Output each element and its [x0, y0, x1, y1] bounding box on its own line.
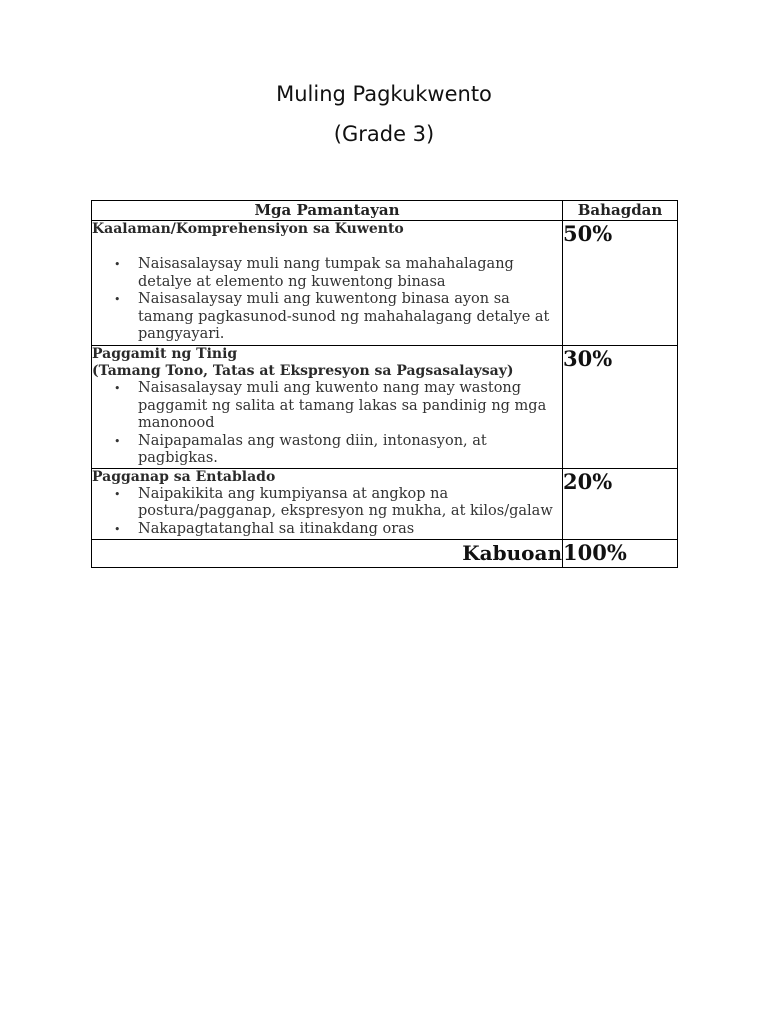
list-item-text: Nakapagtatanghal sa itinakdang oras [138, 520, 415, 537]
list-item-text: Naisasalaysay muli ang kuwento nang may wastong paggamit ng salita at tamang lakas sa pandinig ng mga manonood [138, 380, 547, 431]
spacer [92, 238, 562, 256]
total-label: Kabuoan [92, 539, 563, 567]
list-item [114, 432, 562, 468]
criteria-cell [92, 468, 563, 539]
list-item-text: Naipakikita ang kumpiyansa at angkop na postura/pagganap, ekspresyon ng mukha, at kilos/galaw [138, 485, 553, 519]
document-header [0, 76, 768, 156]
table-row [92, 468, 678, 539]
list-item-text: Naisasalaysay muli ang kuwentong binasa ayon sa tamang pagkasunod-sunod ng mahahalagang detalye at pangyayari. [138, 291, 550, 342]
table-header-row [92, 201, 678, 221]
list-item [114, 291, 562, 344]
bullet-icon: • [114, 258, 121, 271]
bullet-icon: • [114, 522, 121, 536]
criteria-cell [92, 221, 563, 346]
criteria-cell [92, 346, 563, 469]
bullet-icon: • [114, 382, 121, 395]
bullet-icon: • [114, 434, 121, 448]
criteria-list [92, 380, 562, 468]
total-percentage: 100% [563, 539, 678, 567]
list-item [114, 256, 562, 291]
table-row [92, 221, 678, 346]
criteria-list [92, 486, 562, 539]
list-item [114, 380, 562, 433]
criteria-subtitle: (Tamang Tono, Tatas at Ekspresyon sa Pagsasalaysay) [92, 363, 514, 379]
list-item [114, 485, 562, 521]
criteria-title: Kaalaman/Komprehensiyon sa Kuwento [92, 221, 404, 237]
criteria-title: Pagganap sa Entablado [92, 468, 276, 485]
list-item-text: Naipapamalas ang wastong diin, intonasyon, at pagbigkas. [138, 432, 487, 466]
percentage-column-header: Bahagdan [563, 201, 678, 221]
bullet-icon: • [114, 293, 121, 306]
list-item-text: Naisasalaysay muli nang tumpak sa mahahalagang detalye at elemento ng kuwentong binasa [138, 256, 514, 290]
percentage-cell: 50% [563, 221, 678, 346]
total-row [92, 539, 678, 567]
page-title: Muling Pagkukwento [276, 82, 492, 106]
rubric-table [91, 200, 678, 568]
percentage-cell: 30% [563, 346, 678, 469]
table-row [92, 346, 678, 469]
bullet-icon: • [114, 487, 121, 501]
list-item [114, 520, 562, 539]
criteria-list [92, 256, 562, 344]
criteria-title: Paggamit ng Tinig [92, 346, 238, 362]
criteria-column-header: Mga Pamantayan [92, 201, 563, 221]
page-subtitle: (Grade 3) [333, 122, 435, 146]
percentage-cell: 20% [563, 468, 678, 539]
